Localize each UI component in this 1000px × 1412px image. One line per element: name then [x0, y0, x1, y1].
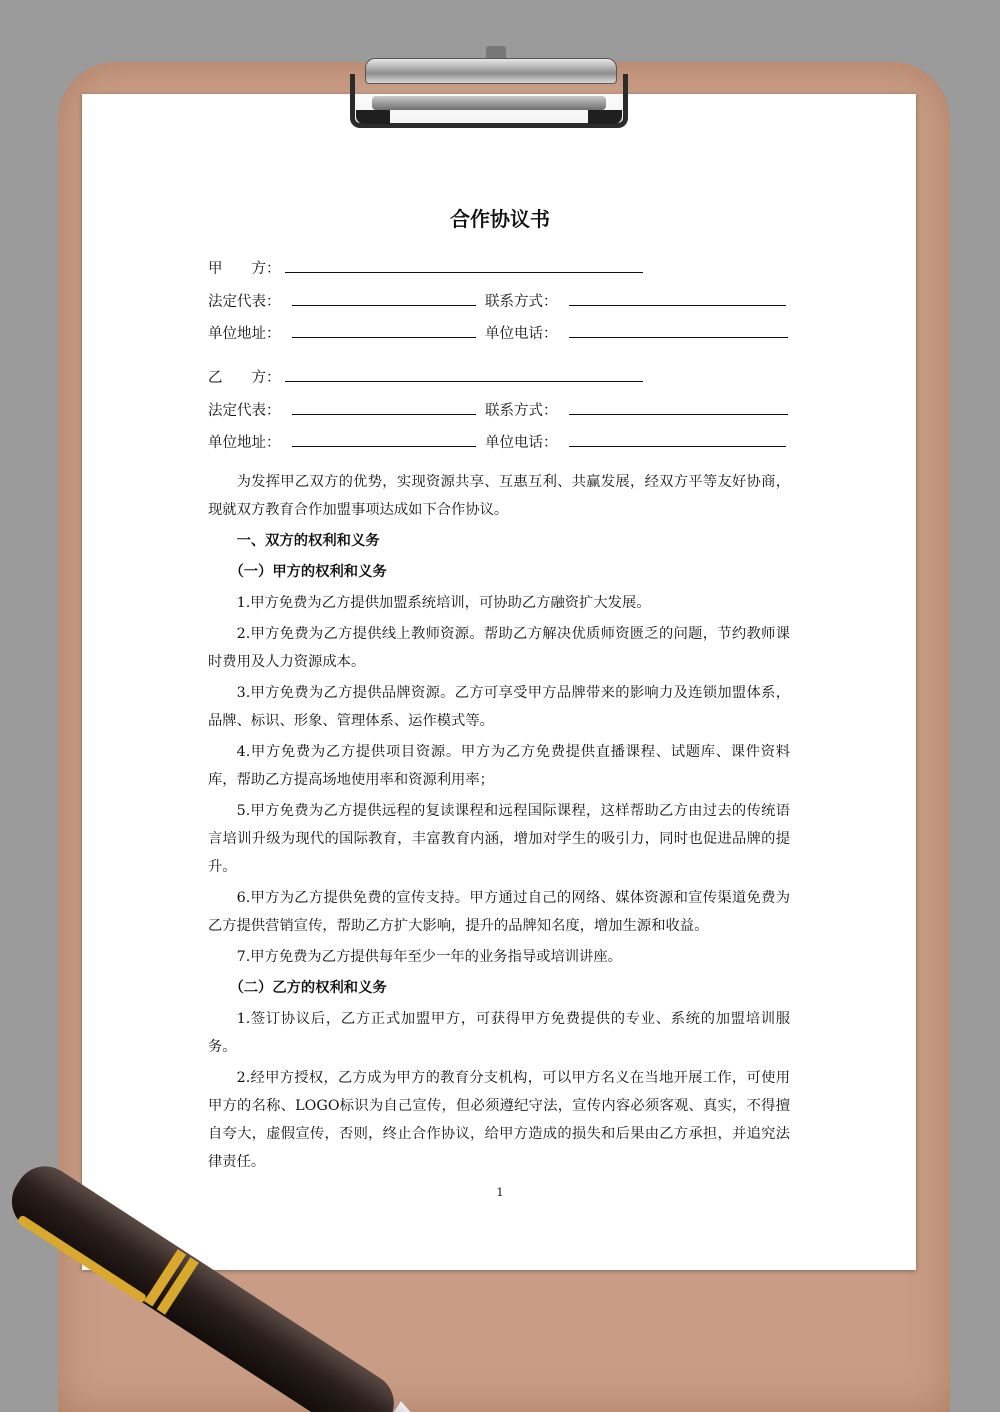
party-b-contact-label: 联系方式：	[485, 403, 558, 419]
intro-paragraph: 为发挥甲乙双方的优势，实现资源共享、互惠互利、共赢发展，经双方平等友好协商，现就双方教育合作加盟事项达成如下合作协议。	[208, 474, 790, 518]
party-a-contact-line	[569, 305, 786, 306]
clause-a-6: 6.甲方为乙方提供免费的宣传支持。甲方通过自己的网络、媒体资源和宣传渠道免费为乙方提供营销宣传，帮助乙方扩大影响，提升的品牌知名度，增加生源和收益。	[208, 890, 790, 934]
page-number: 1	[496, 1186, 504, 1199]
document-title: 合作协议书	[450, 207, 550, 231]
subsection-heading-a: （一）甲方的权利和义务	[229, 564, 387, 580]
party-a-label: 甲 方：	[208, 261, 281, 277]
clause-b-1: 1.签订协议后，乙方正式加盟甲方，可获得甲方免费提供的专业、系统的加盟培训服务。	[208, 1011, 790, 1055]
party-a-phone-label: 单位电话：	[485, 326, 558, 342]
party-b-address-label: 单位地址：	[208, 435, 281, 451]
section-heading: 一、双方的权利和义务	[236, 533, 380, 549]
clause-a-1: 1.甲方免费为乙方提供加盟系统培训，可协助乙方融资扩大发展。	[236, 595, 651, 611]
party-a-address-line	[292, 337, 476, 338]
party-a-phone-line	[569, 337, 788, 338]
party-a-line	[285, 272, 643, 273]
clause-a-7: 7.甲方免费为乙方提供每年至少一年的业务指导或培训讲座。	[236, 949, 622, 965]
pen-barrel	[0, 1155, 405, 1412]
party-b-phone-line	[569, 446, 786, 447]
party-a-rep-line	[292, 305, 476, 306]
fountain-pen-illustration	[0, 1150, 560, 1412]
party-b-rep-line	[292, 414, 476, 415]
party-b-address-line	[292, 446, 476, 447]
subsection-heading-b: （二）乙方的权利和义务	[229, 980, 387, 996]
party-a-contact-label: 联系方式：	[485, 294, 558, 310]
party-b-label: 乙 方：	[208, 370, 281, 386]
party-a-rep-label: 法定代表：	[208, 294, 281, 310]
clause-a-4: 4.甲方免费为乙方提供项目资源。甲方为乙方免费提供直播课程、试题库、课件资料库，帮助乙方提高场地使用率和资源利用率；	[208, 744, 790, 788]
party-b-rep-label: 法定代表：	[208, 403, 281, 419]
clip-foot-left	[356, 110, 390, 124]
party-b-phone-label: 单位电话：	[485, 435, 558, 451]
clause-a-3: 3.甲方免费为乙方提供品牌资源。乙方可享受甲方品牌带来的影响力及连锁加盟体系，品牌、标识、形象、管理体系、运作模式等。	[208, 685, 790, 729]
party-b-contact-line	[569, 414, 788, 415]
clause-a-5: 5.甲方免费为乙方提供远程的复读课程和远程国际课程，这样帮助乙方由过去的传统语言培训升级为现代的国际教育，丰富教育内涵，增加对学生的吸引力，同时也促进品牌的提升。	[208, 803, 790, 875]
clause-a-2: 2.甲方免费为乙方提供线上教师资源。帮助乙方解决优质师资匮乏的问题，节约教师课时费用及人力资源成本。	[208, 626, 790, 670]
clip-foot-right	[588, 110, 622, 124]
party-a-address-label: 单位地址：	[208, 326, 281, 342]
clip-bar	[372, 96, 606, 110]
agreement-body	[208, 468, 790, 1179]
clause-b-2: 2.经甲方授权，乙方成为甲方的教育分支机构，可以甲方名义在当地开展工作，可使用甲方的名称、LOGO标识为自己宣传，但必须遵纪守法，宣传内容必须客观、真实，不得擅自夸大，虚假宣传，否则，终止合作协议，给甲方造成的损失和后果由乙方承担，并追究法律责任。	[208, 1070, 790, 1170]
party-b-line	[285, 381, 643, 382]
